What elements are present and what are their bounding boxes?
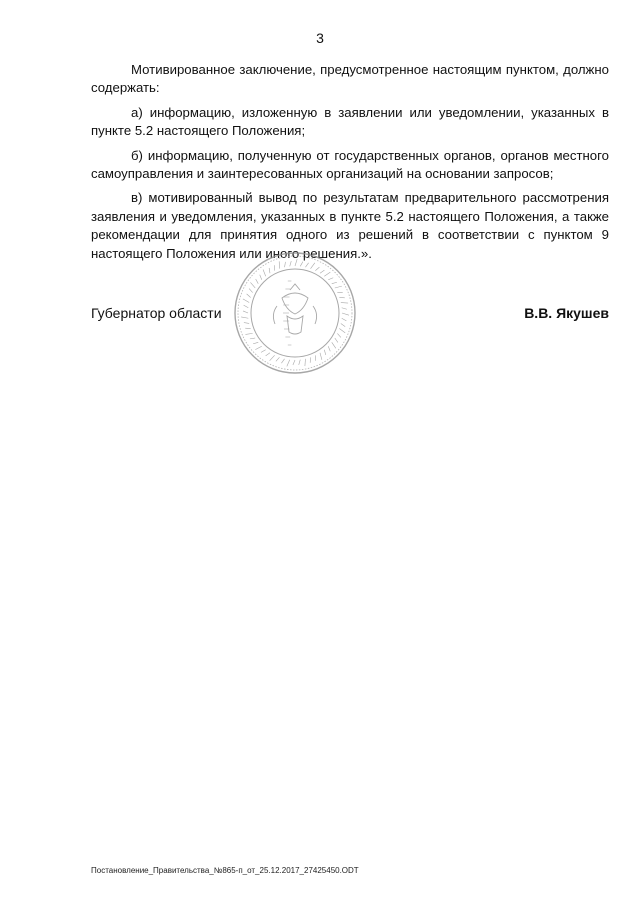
seal-lettering-stroke: [332, 342, 336, 348]
seal-lettering-stroke: [300, 262, 303, 267]
seal-lettering-stroke: [245, 333, 252, 334]
seal-lettering-stroke: [311, 263, 315, 269]
seal-lettering-stroke: [261, 350, 266, 353]
seal-lettering-stroke: [339, 329, 345, 333]
seal-lettering-stroke: [263, 269, 266, 276]
paragraph-item-v: в) мотивированный вывод по результатам предварительного рассмотрения заявления и уведомления, указанных в пункте 5.2 настоящего Положения, а также рекомендации для принятия одного из решений в соответствии с пунктом 9 настоящего Положения или иного решения.».: [91, 190, 609, 261]
seal-lettering-stroke: [260, 275, 262, 280]
seal-lettering-stroke: [328, 346, 330, 351]
seal-lettering-stroke: [337, 333, 341, 337]
seal-lettering-stroke: [341, 303, 348, 304]
seal-lettering-stroke: [320, 353, 322, 360]
seal-lettering-stroke: [342, 318, 347, 321]
seal-lettering-stroke: [244, 323, 249, 324]
seal-lettering-stroke: [250, 338, 255, 339]
seal-lettering-stroke: [266, 353, 270, 356]
seal-lettering-stroke: [243, 311, 248, 313]
seal-lettering-stroke: [247, 294, 251, 298]
seal-lettering-stroke: [320, 270, 324, 273]
signer-name: В.В. Якушев: [524, 305, 609, 321]
seal-lettering-stroke: [270, 355, 275, 360]
seal-lettering-stroke: [281, 359, 284, 363]
seal-lettering-stroke: [241, 317, 248, 318]
seal-lettering-stroke: [253, 342, 258, 343]
seal-lettering-stroke: [335, 338, 338, 342]
seal-lettering-stroke: [305, 263, 308, 267]
seal-lettering-stroke: [269, 268, 270, 273]
paragraph-conclusion-intro: Мотивированное заключение, предусмотренное настоящим пунктом, должно содержать:: [91, 62, 609, 96]
paragraph-item-a: а) информацию, изложенную в заявлении или уведомлении, указанных в пункте 5.2 настоящего Положения;: [91, 104, 609, 139]
paragraph-item-b: б) информацию, полученную от государственных органов, органов местного самоуправления и заинтересованных организаций на основании запросов;: [91, 147, 609, 182]
seal-lettering-stroke: [244, 305, 249, 308]
seal-lettering-stroke: [342, 308, 347, 310]
document-footer-code: Постановление_Правительства_№865-п_от_25.12.2017_27425450.ODT: [91, 866, 359, 875]
official-seal-icon: [232, 250, 358, 376]
seal-lettering-stroke: [332, 282, 337, 283]
seal-lettering-stroke: [315, 267, 319, 271]
seal-lettering-stroke: [341, 323, 345, 326]
seal-lettering-stroke: [255, 346, 261, 349]
seal-lettering-stroke: [328, 278, 333, 280]
seal-lettering-stroke: [342, 313, 349, 315]
signer-title: Губернатор области: [91, 305, 222, 321]
seal-lettering-stroke: [243, 299, 249, 303]
seal-lettering-stroke: [290, 261, 292, 266]
seal-lettering-stroke: [256, 279, 259, 284]
seal-lettering-stroke: [305, 359, 306, 366]
seal-lettering-stroke: [249, 289, 253, 293]
seal-lettering-stroke: [287, 360, 290, 367]
seal-lettering-stroke: [295, 259, 297, 266]
seal-lettering-stroke: [335, 286, 342, 288]
seal-lettering-stroke: [299, 360, 301, 365]
seal-lettering-stroke: [285, 262, 286, 267]
document-body: [91, 61, 609, 269]
seal-lettering-stroke: [250, 282, 255, 288]
page-number: 3: [316, 30, 324, 46]
seal-lettering-stroke: [276, 357, 280, 361]
seal-lettering-stroke: [324, 350, 325, 355]
seal-lettering-stroke: [324, 272, 330, 276]
seal-lettering-stroke: [293, 360, 295, 365]
